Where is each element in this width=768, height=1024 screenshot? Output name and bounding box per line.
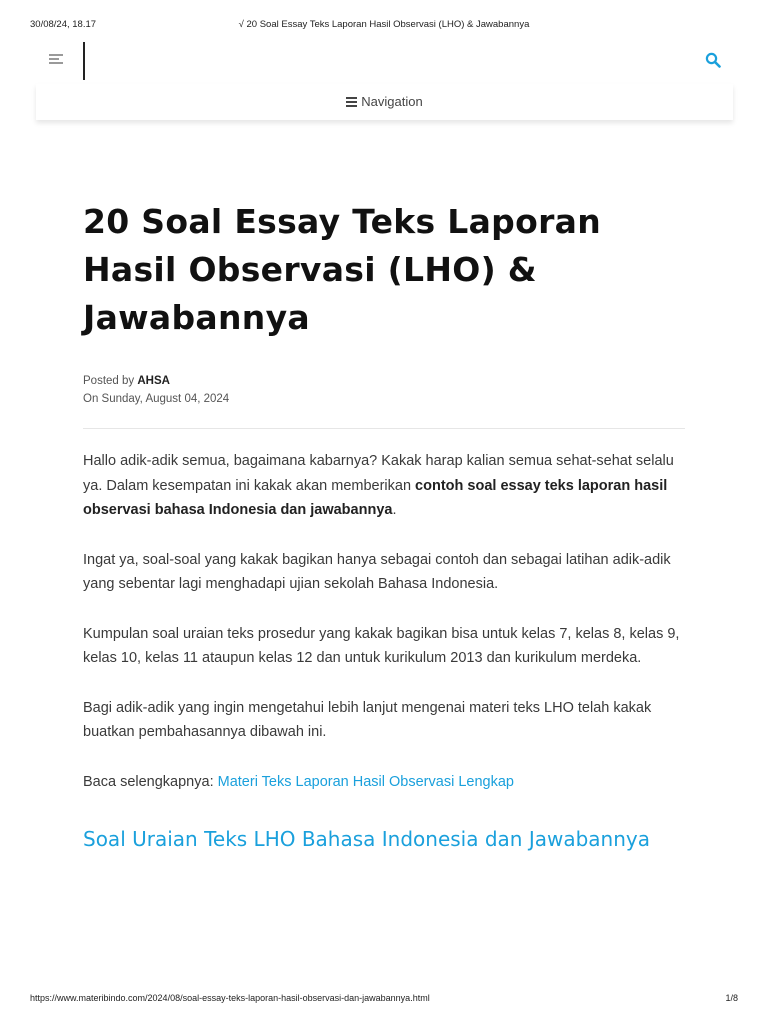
print-doc-title: √ 20 Soal Essay Teks Laporan Hasil Observasi (LHO) & Jawabannya	[238, 19, 530, 30]
navigation-bar	[36, 84, 733, 120]
navigation-label: Navigation	[361, 94, 423, 109]
section-heading: Soal Uraian Teks LHO Bahasa Indonesia dan Jawabannya	[83, 827, 650, 851]
post-date: On Sunday, August 04, 2024	[83, 393, 230, 405]
paragraph-collection: Kumpulan soal uraian teks prosedur yang kakak bagikan bisa untuk kelas 7, kelas 8, kelas 9, kelas 10, kelas 11 ataupun kelas 12 dan untuk kurikulum 2013 dan kurikulum merdeka.	[83, 625, 680, 666]
post-author[interactable]: AHSA	[137, 375, 170, 387]
print-page-number: 1/8	[725, 993, 738, 1003]
top-bar	[36, 40, 733, 82]
article-content	[83, 449, 685, 853]
paragraph-read-more	[83, 770, 685, 795]
posted-by-prefix: Posted by	[83, 375, 138, 387]
post-meta	[83, 372, 685, 408]
intro-text: Hallo adik-adik semua, bagaimana kabarnya? Kakak harap kalian semua sehat-sehat selalu ya. Dalam kesempatan ini kakak akan memberikan	[83, 453, 674, 494]
article	[83, 198, 685, 853]
meta-divider	[83, 428, 685, 429]
post-author-line	[83, 372, 685, 390]
navigation-toggle[interactable]	[346, 84, 422, 120]
paragraph-intro	[83, 449, 685, 523]
print-header	[0, 19, 768, 33]
read-more-link[interactable]: Materi Teks Laporan Hasil Observasi Lengkap	[217, 773, 514, 790]
search-icon[interactable]	[705, 52, 721, 68]
hamburger-icon[interactable]	[49, 54, 63, 66]
paragraph-further: Bagi adik-adik yang ingin mengetahui lebih lanjut mengenai materi teks LHO telah kakak buatkan pembahasannya dibawah ini.	[83, 699, 652, 740]
intro-end: .	[392, 502, 397, 518]
bars-icon	[346, 97, 357, 107]
print-date: 30/08/24, 18.17	[30, 19, 97, 30]
paragraph-reminder: Ingat ya, soal-soal yang kakak bagikan hanya sebagai contoh dan sebagai latihan adik-adik yang sebentar lagi menghadapi ujian sekolah Bahasa Indonesia.	[83, 551, 671, 592]
topbar-divider	[83, 42, 85, 80]
print-url: https://www.materibindo.com/2024/08/soal-essay-teks-laporan-hasil-observasi-dan-jawabannya.html	[30, 993, 430, 1003]
read-more-prefix: Baca selengkapnya:	[83, 773, 218, 790]
article-title: 20 Soal Essay Teks Laporan Hasil Observasi (LHO) & Jawabannya	[83, 202, 602, 337]
intro-bold-text: contoh soal essay teks laporan hasil observasi bahasa Indonesia dan jawabannya	[83, 477, 668, 518]
